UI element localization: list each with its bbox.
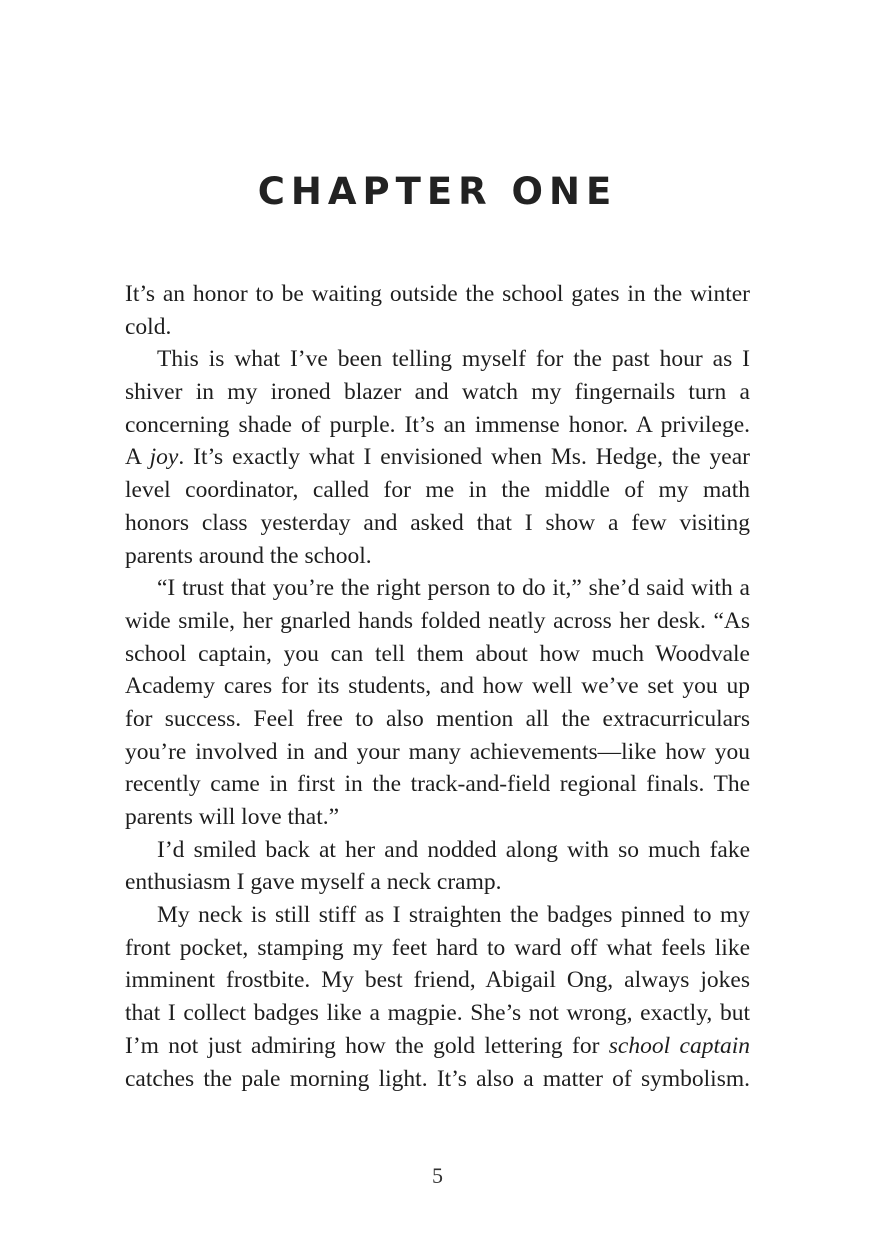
- text-line: shiver in my ironed blazer and watch my fingernails turn a: [125, 379, 750, 406]
- text-line: wide smile, her gnarled hands folded neatly across her desk. “As: [125, 607, 750, 634]
- text-line: recently came in first in the track-and-field regional finals. The: [125, 771, 750, 798]
- text-run: . It’s exactly what I envisioned when Ms. Hedge, the year: [178, 444, 750, 471]
- text-line: front pocket, stamping my feet hard to ward off what feels like: [125, 934, 750, 961]
- text-line: imminent frostbite. My best friend, Abigail Ong, always jokes: [125, 967, 750, 994]
- text-line: My neck is still stiff as I straighten the badges pinned to my: [157, 902, 750, 929]
- text-line: [125, 1030, 750, 1063]
- emphasis-text: school captain: [608, 1032, 750, 1059]
- text-line: level coordinator, called for me in the middle of my math: [125, 477, 750, 504]
- text-run: I’m not just admiring how the gold lettering for: [125, 1032, 609, 1059]
- text-line: concerning shade of purple. It’s an immense honor. A privilege.: [125, 411, 750, 438]
- text-line: catches the pale morning light. It’s also a matter of symbolism.: [125, 1065, 750, 1092]
- text-line: It’s an honor to be waiting outside the school gates in the winter: [125, 281, 750, 307]
- text-line: you’re involved in and your many achievements—like how you: [125, 738, 750, 765]
- text-line: enthusiasm I gave myself a neck cramp.: [125, 869, 502, 896]
- text-line: parents around the school.: [125, 542, 372, 569]
- text-line: This is what I’ve been telling myself for the past hour as I: [157, 346, 750, 373]
- text-line: Academy cares for its students, and how well we’ve set you up: [125, 673, 750, 700]
- text-line: I’d smiled back at her and nodded along with so much fake: [157, 836, 750, 863]
- text-line: cold.: [125, 313, 172, 340]
- text-run: A: [125, 444, 150, 471]
- text-line: parents will love that.”: [125, 804, 340, 830]
- text-line: for success. Feel free to also mention all the extracurriculars: [125, 705, 750, 732]
- text-line: [125, 441, 750, 474]
- text-line: “I trust that you’re the right person to do it,” she’d said with a: [157, 575, 750, 602]
- chapter-title: CHAPTER ONE: [257, 170, 618, 213]
- text-line: honors class yesterday and asked that I show a few visiting: [125, 509, 750, 536]
- page-number: 5: [432, 1163, 443, 1188]
- text-line: that I collect badges like a magpie. She’s not wrong, exactly, but: [125, 1000, 750, 1027]
- chapter-body: [125, 278, 750, 1095]
- text-line: school captain, you can tell them about how much Woodvale: [125, 640, 750, 667]
- emphasis-text: joy: [149, 444, 179, 471]
